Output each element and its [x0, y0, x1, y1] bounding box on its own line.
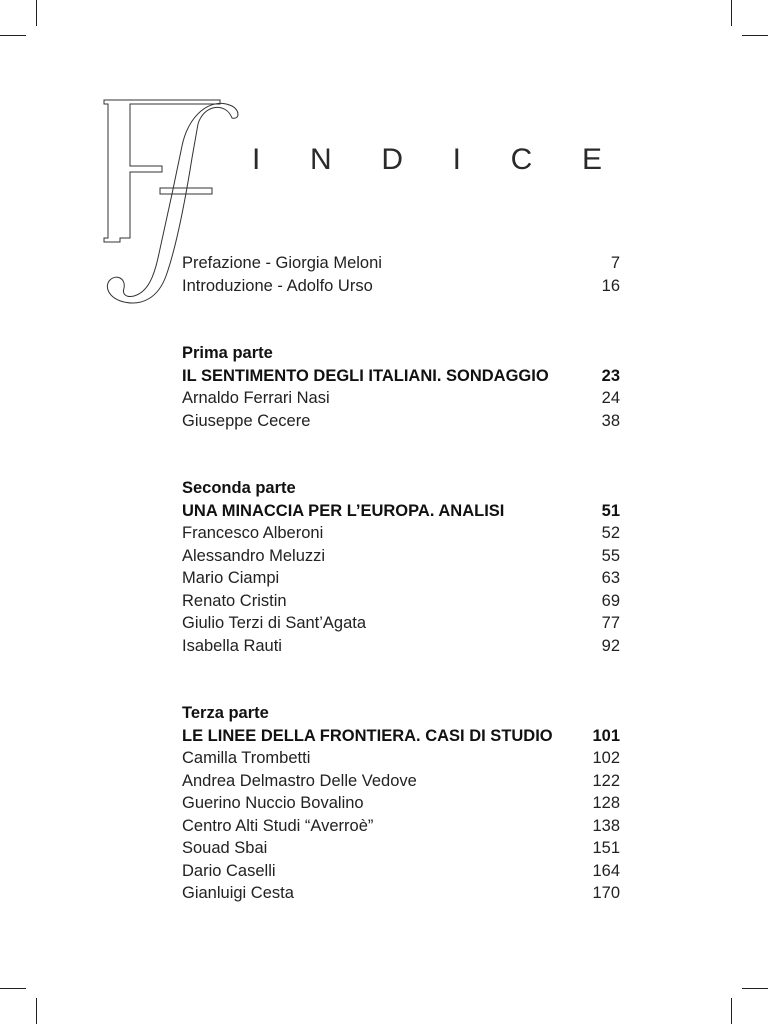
section-title-label: LE LINEE DELLA FRONTIERA. CASI DI STUDIO: [182, 726, 553, 745]
section-title-page-number: 101: [592, 726, 620, 745]
crop-mark-top-right: [731, 0, 732, 26]
toc-entry: [182, 590, 620, 613]
index-title-letter: D: [381, 143, 403, 176]
toc-entry-label: Introduzione - Adolfo Urso: [182, 276, 373, 295]
section-title-label: UNA MINACCIA PER L’EUROPA. ANALISI: [182, 501, 505, 520]
toc-entry-page-number: 77: [601, 614, 620, 632]
toc-entry: [182, 522, 620, 545]
index-title-letter: I: [452, 143, 461, 176]
crop-mark-bottom-right: [731, 998, 732, 1024]
toc-entry-page-number: 69: [601, 591, 620, 610]
crop-mark-bottom-left: [0, 988, 26, 989]
section-title-page-number: 51: [601, 501, 620, 520]
toc-entry-label: Francesco Alberoni: [182, 524, 324, 542]
index-title-letter: N: [310, 143, 332, 176]
crop-mark-bottom-right: [742, 988, 768, 989]
toc-entry-label: Renato Cristin: [182, 591, 287, 610]
toc-entry: [182, 252, 620, 275]
crop-mark-bottom-left: [36, 998, 37, 1024]
toc-part-3: [182, 702, 620, 905]
section-title: [182, 725, 620, 748]
toc-part-2: [182, 477, 620, 657]
section-title-label: IL SENTIMENTO DEGLI ITALIANI. SONDAGGIO: [182, 366, 549, 385]
section-title: [182, 365, 620, 388]
section-title-page-number: 23: [601, 366, 620, 385]
toc-entry-label: Mario Ciampi: [182, 569, 280, 587]
toc-front-matter: [182, 252, 620, 297]
index-title-letter: I: [252, 143, 261, 176]
index-title: [252, 142, 602, 178]
toc-entry: [182, 275, 620, 298]
index-title-letter: C: [510, 143, 533, 176]
toc-entry-label: Giulio Terzi di Sant’Agata: [182, 614, 367, 632]
toc-entry-label: Souad Sbai: [182, 839, 268, 857]
toc-entry-label: Guerino Nuccio Bovalino: [182, 794, 364, 812]
toc-entry-page-number: 7: [610, 254, 620, 272]
toc-entry: [182, 387, 620, 410]
toc-entry-page-number: 16: [601, 276, 620, 295]
toc-entry: [182, 792, 620, 815]
toc-entry-label: Camilla Trombetti: [182, 749, 311, 767]
toc-entry-page-number: 102: [592, 749, 620, 767]
crop-mark-top-right: [742, 35, 768, 36]
toc-entry-page-number: 55: [601, 546, 620, 565]
section-title: [182, 500, 620, 523]
toc-entry-page-number: 122: [592, 771, 620, 790]
toc-entry: [182, 612, 620, 635]
crop-mark-top-left: [36, 0, 37, 26]
toc-entry: [182, 837, 620, 860]
part-heading: Seconda parte: [182, 479, 296, 497]
toc-entry: [182, 567, 620, 590]
toc-entry-page-number: 128: [592, 794, 620, 812]
toc-entry-label: Gianluigi Cesta: [182, 884, 294, 902]
toc-entry-label: Giuseppe Cecere: [182, 411, 311, 430]
toc-entry-label: Alessandro Meluzzi: [182, 546, 326, 565]
toc-entry-page-number: 170: [592, 884, 620, 902]
part-heading: Terza parte: [182, 704, 269, 722]
toc-entry-page-number: 164: [592, 861, 620, 880]
toc-entry: [182, 770, 620, 793]
toc-entry: [182, 815, 620, 838]
toc-entry: [182, 410, 620, 433]
toc-entry-page-number: 52: [601, 524, 620, 542]
toc-entry: [182, 860, 620, 883]
toc-entry-page-number: 138: [592, 816, 620, 835]
toc-entry-label: Andrea Delmastro Delle Vedove: [182, 771, 417, 790]
toc-entry-page-number: 24: [601, 389, 620, 407]
toc-entry-label: Isabella Rauti: [182, 636, 282, 655]
toc-entry: [182, 882, 620, 905]
toc-entry-label: Centro Alti Studi “Averroè”: [182, 816, 374, 835]
toc-entry-label: Arnaldo Ferrari Nasi: [182, 389, 330, 407]
toc-entry-label: Dario Caselli: [182, 861, 276, 880]
index-title-letter: E: [581, 143, 602, 176]
toc-entry-page-number: 151: [592, 839, 620, 857]
toc-entry-page-number: 63: [601, 569, 620, 587]
toc-entry-page-number: 92: [601, 636, 620, 655]
toc-entry-label: Prefazione - Giorgia Meloni: [182, 254, 382, 272]
toc-entry: [182, 635, 620, 658]
part-heading: Prima parte: [182, 344, 273, 362]
toc-entry-page-number: 38: [601, 411, 620, 430]
toc-entry: [182, 545, 620, 568]
crop-mark-top-left: [0, 35, 26, 36]
toc-entry: [182, 747, 620, 770]
toc-part-1: [182, 342, 620, 432]
